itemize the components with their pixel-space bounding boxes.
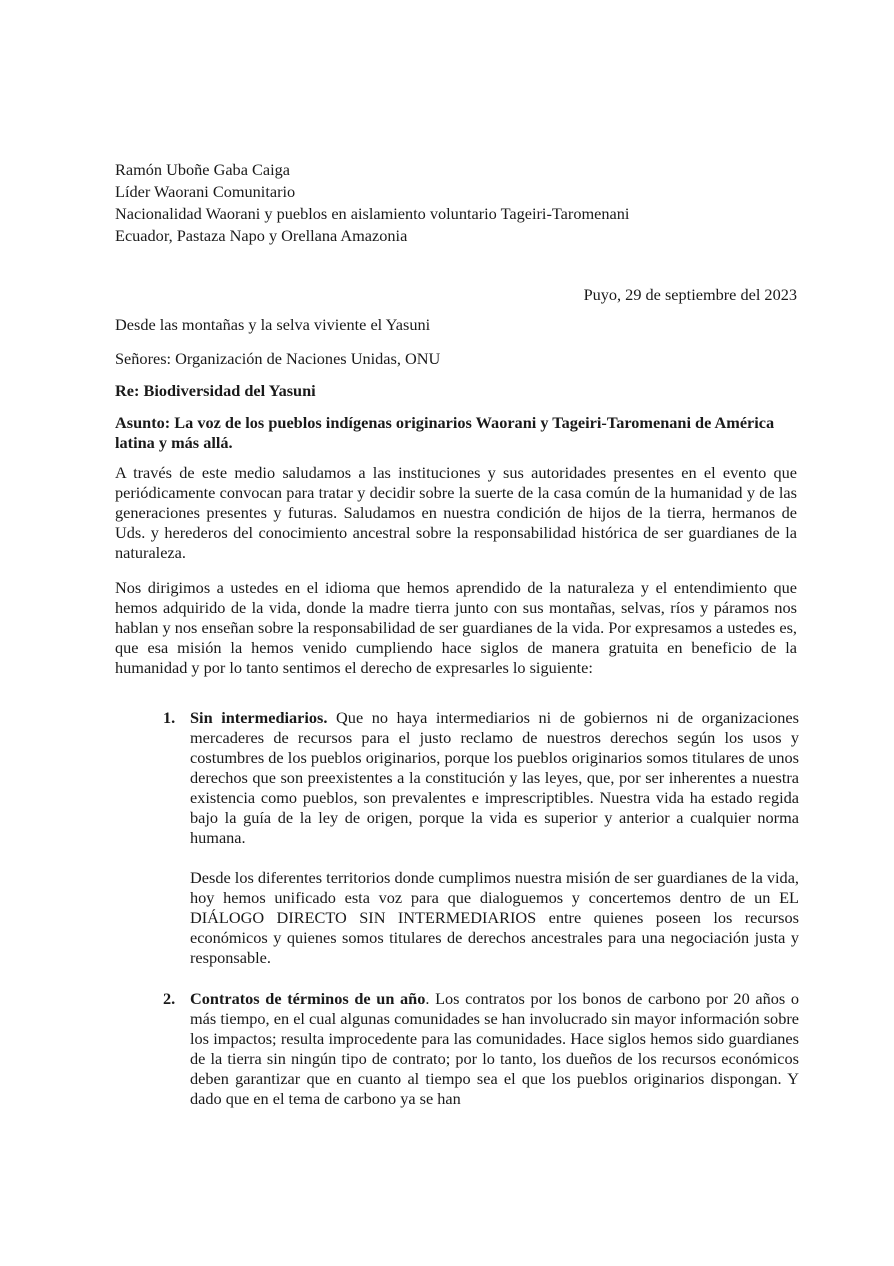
list-item-title: Contratos de términos de un año bbox=[190, 989, 426, 1008]
sender-name: Ramón Uboñe Gaba Caiga bbox=[115, 160, 290, 179]
letter-date: Puyo, 29 de septiembre del 2023 bbox=[583, 285, 797, 304]
letter-recipient: Señores: Organización de Naciones Unidas, ONU bbox=[115, 349, 441, 368]
letter-origin: Desde las montañas y la selva viviente el Yasuni bbox=[115, 315, 431, 334]
sender-block bbox=[115, 159, 629, 247]
paragraph-2: Nos dirigimos a ustedes en el idioma que hemos aprendido de la naturaleza y el entendimiento que hemos adquirido de la vida, donde la madre tierra junto con sus montañas, selvas, ríos y páramos nos hablan y nos enseñan sobre la responsabilidad de ser guardianes de la vida. Por expresamos a ustedes es, que esa misión la hemos venido cumpliendo hace siglos de manera gratuita en beneficio de la humanidad y por lo tanto sentimos el derecho de expresarles lo siguiente: bbox=[115, 578, 797, 677]
list-item-number: 2. bbox=[163, 989, 176, 1008]
list-item-1 bbox=[163, 708, 799, 968]
list-item-2 bbox=[163, 989, 799, 1109]
sender-nationality: Nacionalidad Waorani y pueblos en aislamiento voluntario Tageiri-Taromenani bbox=[115, 204, 630, 223]
sender-location: Ecuador, Pastaza Napo y Orellana Amazonia bbox=[115, 226, 408, 245]
list-item-title: Sin intermediarios. bbox=[190, 708, 328, 727]
paragraph-1: A través de este medio saludamos a las instituciones y sus autoridades presentes en el evento que periódicamente convocan para tratar y decidir sobre la suerte de la casa común de la humanidad y de las generaciones presentes y futuras. Saludamos en nuestra condición de hijos de la tierra, hermanos de Uds. y herederos del conocimiento ancestral sobre la responsabilidad histórica de ser guardianes de la naturaleza. bbox=[115, 463, 797, 562]
letter-subject: Asunto: La voz de los pueblos indígenas originarios Waorani y Tageiri-Taromenani de América latina y más allá. bbox=[115, 413, 775, 452]
sender-role: Líder Waorani Comunitario bbox=[115, 182, 296, 201]
list-item-number: 1. bbox=[163, 708, 176, 727]
list-item-text: Que no haya intermediarios ni de gobiernos ni de organizaciones mercaderes de recursos para el justo reclamo de nuestros derechos según los usos y costumbres de los pueblos originarios, porque los pueblos originarios somos titulares de unos derechos que son preexistentes a la constitución y las leyes, que, por ser inherentes a nuestra existencia como pueblos, son prevalentes e imprescriptibles. Nuestra vida ha estado regida bajo la guía de la ley de origen, porque la vida es superior y anterior a cualquier norma humana. bbox=[190, 708, 799, 847]
letter-re: Re: Biodiversidad del Yasuni bbox=[115, 381, 316, 400]
list-item-text: . Los contratos por los bonos de carbono por 20 años o más tiempo, en el cual algunas comunidades se han involucrado sin mayor información sobre los impactos; resulta improcedente para las comunidades. Hace siglos hemos sido guardianes de la tierra sin ningún tipo de contrato; por lo tanto, los dueños de los recursos económicos deben garantizar que en cuanto al tiempo sea el que los pueblos originarios dispongan. Y dado que en el tema de carbono ya se han bbox=[190, 989, 799, 1108]
list-item-text-continued: Desde los diferentes territorios donde cumplimos nuestra misión de ser guardianes de la vida, hoy hemos unificado esta voz para que dialoguemos y concertemos dentro de un EL DIÁLOGO DIRECTO SIN INTERMEDIARIOS entre quienes poseen los recursos económicos y quienes somos titulares de derechos ancestrales para una negociación justa y responsable. bbox=[190, 868, 799, 967]
